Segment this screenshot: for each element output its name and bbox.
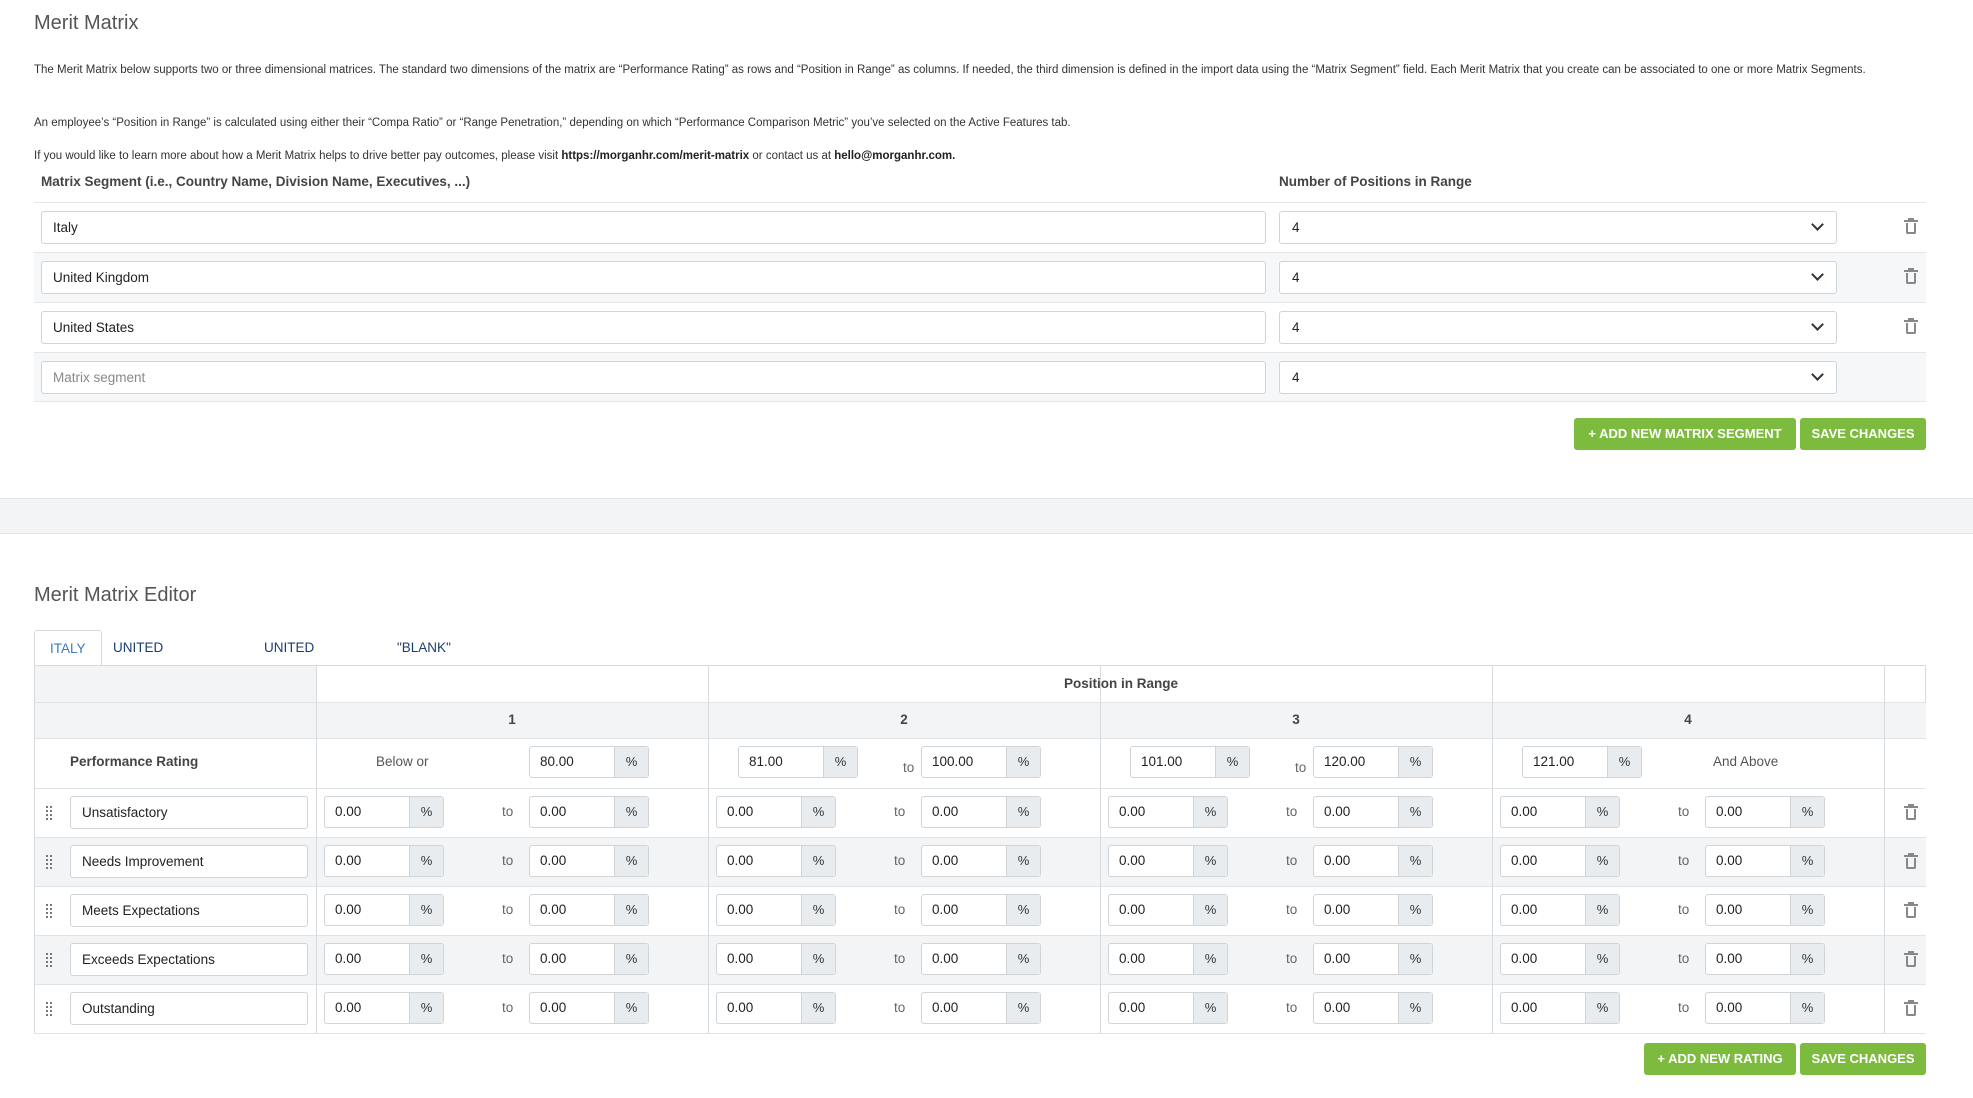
merit-from-input[interactable] bbox=[716, 845, 836, 877]
merit-to-input[interactable] bbox=[1313, 845, 1433, 877]
segment-column-header: Matrix Segment (i.e., Country Name, Division Name, Executives, ...) bbox=[41, 174, 471, 189]
rating-name-input[interactable]: Needs Improvement bbox=[70, 845, 308, 878]
percent-value: 80.00 bbox=[540, 754, 574, 769]
merit-from-input[interactable] bbox=[1500, 796, 1620, 828]
drag-dot bbox=[46, 1010, 48, 1012]
percent-suffix: % bbox=[1790, 944, 1824, 974]
delete-rating-icon[interactable] bbox=[1904, 853, 1918, 869]
merit-to-input[interactable] bbox=[1313, 894, 1433, 926]
matrix-segment-input[interactable]: United Kingdom bbox=[41, 261, 1266, 294]
percent-value: 100.00 bbox=[932, 754, 974, 769]
percent-value: 0.00 bbox=[932, 853, 959, 868]
drag-dot bbox=[46, 953, 48, 955]
drag-dot bbox=[46, 818, 48, 820]
percent-suffix: % bbox=[1585, 993, 1619, 1023]
merit-from-input[interactable] bbox=[716, 894, 836, 926]
drag-handle-icon[interactable] bbox=[46, 953, 52, 967]
positions-select[interactable] bbox=[1279, 211, 1837, 244]
percent-suffix: % bbox=[1193, 846, 1227, 876]
tab-united-kingdom[interactable]: UNITED bbox=[113, 640, 164, 655]
drag-handle-icon[interactable] bbox=[46, 1002, 52, 1016]
percent-suffix: % bbox=[614, 944, 648, 974]
drag-dot bbox=[50, 863, 52, 865]
merit-to-input[interactable] bbox=[1313, 992, 1433, 1024]
percent-value: 0.00 bbox=[1511, 853, 1538, 868]
range-from-input[interactable] bbox=[1130, 746, 1250, 778]
percent-suffix: % bbox=[409, 895, 443, 925]
merit-to-input[interactable] bbox=[1705, 796, 1825, 828]
grid-line bbox=[34, 935, 1926, 936]
chevron-down-icon bbox=[1811, 218, 1824, 231]
percent-value: 0.00 bbox=[1119, 804, 1146, 819]
merit-to-input[interactable] bbox=[529, 796, 649, 828]
percent-value: 0.00 bbox=[335, 853, 362, 868]
drag-dot bbox=[46, 961, 48, 963]
drag-dot bbox=[50, 965, 52, 967]
to-label: to bbox=[502, 853, 514, 868]
chevron-down-icon bbox=[1811, 368, 1824, 381]
drag-dot bbox=[50, 1010, 52, 1012]
to-label: to bbox=[1678, 804, 1690, 819]
percent-value: 0.00 bbox=[1716, 951, 1743, 966]
page-title: Merit Matrix bbox=[34, 12, 139, 34]
drag-handle-icon[interactable] bbox=[46, 806, 52, 820]
percent-suffix: % bbox=[1585, 895, 1619, 925]
trash-can bbox=[1906, 956, 1916, 967]
percent-suffix: % bbox=[1006, 993, 1040, 1023]
drag-dot bbox=[50, 859, 52, 861]
percent-suffix: % bbox=[801, 993, 835, 1023]
drag-dot bbox=[46, 965, 48, 967]
intro-paragraph: The Merit Matrix below supports two or three dimensional matrices. The standard two dimensions of the matrix are “Performance Rating” as rows and “Position in Range” as columns. If needed, the third dimension is defined in the import data using the “Matrix Segment” field. Each Merit Matrix that you create can be associated to one or more Matrix Segments. bbox=[34, 64, 1866, 76]
percent-suffix: % bbox=[409, 846, 443, 876]
percent-suffix: % bbox=[1585, 846, 1619, 876]
drag-handle-icon[interactable] bbox=[46, 855, 52, 869]
percent-value: 0.00 bbox=[727, 804, 754, 819]
positions-value: 4 bbox=[1292, 320, 1300, 335]
merit-to-input[interactable] bbox=[1705, 845, 1825, 877]
drag-dot bbox=[50, 1006, 52, 1008]
merit-from-input[interactable] bbox=[1500, 894, 1620, 926]
percent-suffix: % bbox=[1398, 993, 1432, 1023]
to-label: to bbox=[1678, 1000, 1690, 1015]
drag-dot bbox=[46, 814, 48, 816]
percent-suffix: % bbox=[1398, 846, 1432, 876]
performance-rating-header: Performance Rating bbox=[70, 754, 199, 769]
grid-line bbox=[34, 984, 1926, 985]
segment-row bbox=[34, 302, 1926, 352]
positions-select[interactable] bbox=[1279, 361, 1837, 394]
range-from-input[interactable] bbox=[1522, 746, 1642, 778]
drag-dot bbox=[50, 818, 52, 820]
percent-value: 0.00 bbox=[335, 1000, 362, 1015]
column-number: 4 bbox=[1684, 712, 1692, 727]
percent-value: 0.00 bbox=[1324, 853, 1351, 868]
rating-name-input[interactable]: Unsatisfactory bbox=[70, 796, 308, 829]
drag-dot bbox=[46, 957, 48, 959]
drag-dot bbox=[46, 904, 48, 906]
percent-value: 0.00 bbox=[540, 902, 567, 917]
percent-value: 0.00 bbox=[1511, 804, 1538, 819]
drag-dot bbox=[46, 912, 48, 914]
merit-to-input[interactable] bbox=[1705, 894, 1825, 926]
trash-lid bbox=[1904, 270, 1918, 272]
percent-suffix: % bbox=[1790, 846, 1824, 876]
percent-suffix: % bbox=[1193, 993, 1227, 1023]
grid-line bbox=[34, 702, 1926, 703]
percent-suffix: % bbox=[1215, 747, 1249, 777]
tab-italy[interactable]: ITALY bbox=[34, 630, 102, 667]
trash-can bbox=[1906, 223, 1916, 234]
merit-to-input[interactable] bbox=[1313, 943, 1433, 975]
merit-from-input[interactable] bbox=[324, 845, 444, 877]
to-label: to bbox=[502, 951, 514, 966]
drag-dot bbox=[46, 908, 48, 910]
learn-more-paragraph bbox=[34, 146, 1926, 166]
trash-can bbox=[1906, 1005, 1916, 1016]
percent-suffix: % bbox=[1398, 797, 1432, 827]
percent-value: 0.00 bbox=[540, 1000, 567, 1015]
merit-from-input[interactable] bbox=[1108, 796, 1228, 828]
trash-lid bbox=[1904, 904, 1918, 906]
merit-to-input[interactable] bbox=[529, 894, 649, 926]
percent-suffix: % bbox=[1006, 846, 1040, 876]
column-number: 3 bbox=[1292, 712, 1300, 727]
percent-value: 0.00 bbox=[727, 1000, 754, 1015]
percent-value: 0.00 bbox=[1511, 951, 1538, 966]
merit-to-input[interactable] bbox=[1705, 943, 1825, 975]
drag-dot bbox=[46, 1002, 48, 1004]
percent-value: 0.00 bbox=[727, 902, 754, 917]
drag-dot bbox=[50, 1002, 52, 1004]
merit-from-input[interactable] bbox=[1500, 845, 1620, 877]
drag-dot bbox=[46, 855, 48, 857]
trash-lid bbox=[1904, 320, 1918, 322]
segment-row bbox=[34, 252, 1926, 302]
grid-line bbox=[34, 1033, 1926, 1034]
percent-suffix: % bbox=[1006, 797, 1040, 827]
percent-suffix: % bbox=[801, 944, 835, 974]
delete-rating-icon[interactable] bbox=[1904, 804, 1918, 820]
percent-value: 0.00 bbox=[1324, 951, 1351, 966]
percent-suffix: % bbox=[1585, 797, 1619, 827]
drag-dot bbox=[50, 806, 52, 808]
merit-to-input[interactable] bbox=[921, 894, 1041, 926]
percent-suffix: % bbox=[1006, 944, 1040, 974]
percent-value: 0.00 bbox=[1716, 902, 1743, 917]
merit-from-input[interactable] bbox=[324, 943, 444, 975]
to-label: to bbox=[1286, 1000, 1298, 1015]
editor-title: Merit Matrix Editor bbox=[34, 584, 197, 606]
column-number: 2 bbox=[900, 712, 908, 727]
percent-value: 0.00 bbox=[727, 853, 754, 868]
percent-value: 120.00 bbox=[1324, 754, 1366, 769]
merit-from-input[interactable] bbox=[716, 943, 836, 975]
matrix-segment-input[interactable]: Matrix segment bbox=[41, 361, 1266, 394]
drag-dot bbox=[50, 904, 52, 906]
drag-dot bbox=[50, 957, 52, 959]
save-changes-editor-button[interactable]: SAVE CHANGES bbox=[1800, 1043, 1926, 1075]
delete-segment-icon[interactable] bbox=[1904, 318, 1918, 334]
drag-dot bbox=[46, 867, 48, 869]
percent-suffix: % bbox=[614, 797, 648, 827]
to-label: to bbox=[894, 951, 906, 966]
to-label: to bbox=[894, 853, 906, 868]
positions-select[interactable] bbox=[1279, 311, 1837, 344]
segment-row bbox=[34, 352, 1926, 402]
drag-dot bbox=[50, 855, 52, 857]
matrix-segment-input[interactable]: Italy bbox=[41, 211, 1266, 244]
percent-suffix: % bbox=[1790, 895, 1824, 925]
percent-value: 0.00 bbox=[1511, 1000, 1538, 1015]
to-label: to bbox=[1286, 951, 1298, 966]
percent-suffix: % bbox=[614, 747, 648, 777]
merit-to-input[interactable] bbox=[529, 845, 649, 877]
merit-from-input[interactable] bbox=[1108, 845, 1228, 877]
percent-value: 121.00 bbox=[1533, 754, 1575, 769]
percent-value: 0.00 bbox=[1119, 1000, 1146, 1015]
segment-row bbox=[34, 202, 1926, 252]
percent-suffix: % bbox=[409, 944, 443, 974]
column-number: 1 bbox=[508, 712, 516, 727]
to-label: to bbox=[1286, 804, 1298, 819]
position-in-range-header: Position in Range bbox=[1063, 676, 1178, 691]
tab-blank[interactable]: "BLANK" bbox=[397, 640, 451, 655]
merit-to-input[interactable] bbox=[921, 992, 1041, 1024]
drag-dot bbox=[50, 908, 52, 910]
percent-value: 0.00 bbox=[1119, 853, 1146, 868]
percent-value: 0.00 bbox=[932, 804, 959, 819]
percent-suffix: % bbox=[823, 747, 857, 777]
trash-lid bbox=[1904, 806, 1918, 808]
percent-suffix: % bbox=[1193, 797, 1227, 827]
drag-dot bbox=[46, 916, 48, 918]
percent-value: 0.00 bbox=[1119, 951, 1146, 966]
grid-line bbox=[1884, 666, 1885, 1033]
merit-from-input[interactable] bbox=[1108, 992, 1228, 1024]
rating-name-input[interactable]: Meets Expectations bbox=[70, 894, 308, 927]
rating-name-input[interactable]: Exceeds Expectations bbox=[70, 943, 308, 976]
trash-lid bbox=[1904, 220, 1918, 222]
to-label: to bbox=[1678, 902, 1690, 917]
percent-value: 0.00 bbox=[1716, 853, 1743, 868]
add-matrix-segment-button[interactable]: + ADD NEW MATRIX SEGMENT bbox=[1574, 418, 1796, 450]
percent-suffix: % bbox=[801, 797, 835, 827]
drag-dot bbox=[50, 1014, 52, 1016]
below-or-label: Below or bbox=[376, 754, 429, 769]
merit-from-input[interactable] bbox=[324, 992, 444, 1024]
percent-value: 0.00 bbox=[1324, 1000, 1351, 1015]
percent-suffix: % bbox=[1398, 747, 1432, 777]
contact-email-link[interactable]: hello@morganhr.com. bbox=[834, 150, 956, 162]
to-label: to bbox=[502, 804, 514, 819]
trash-lid bbox=[1904, 855, 1918, 857]
percent-suffix: % bbox=[614, 993, 648, 1023]
percent-value: 0.00 bbox=[335, 902, 362, 917]
delete-rating-icon[interactable] bbox=[1904, 951, 1918, 967]
trash-can bbox=[1906, 273, 1916, 284]
matrix-segment-input[interactable]: United States bbox=[41, 311, 1266, 344]
to-label: to bbox=[894, 1000, 906, 1015]
percent-suffix: % bbox=[801, 846, 835, 876]
percent-suffix: % bbox=[1790, 993, 1824, 1023]
save-changes-button[interactable]: SAVE CHANGES bbox=[1800, 418, 1926, 450]
percent-suffix: % bbox=[1398, 895, 1432, 925]
delete-rating-icon[interactable] bbox=[1904, 902, 1918, 918]
percent-value: 0.00 bbox=[540, 853, 567, 868]
positions-value: 4 bbox=[1292, 370, 1300, 385]
learn-more-mid: or contact us at bbox=[749, 150, 835, 162]
grid-line bbox=[34, 886, 1926, 887]
merit-to-input[interactable] bbox=[1313, 796, 1433, 828]
percent-value: 0.00 bbox=[932, 951, 959, 966]
to-label: to bbox=[1295, 760, 1307, 775]
percent-suffix: % bbox=[409, 797, 443, 827]
drag-dot bbox=[50, 961, 52, 963]
to-label: to bbox=[894, 902, 906, 917]
merit-to-input[interactable] bbox=[921, 845, 1041, 877]
merit-to-input[interactable] bbox=[921, 796, 1041, 828]
matrix-grid bbox=[34, 665, 1926, 1032]
percent-value: 81.00 bbox=[749, 754, 783, 769]
chevron-down-icon bbox=[1811, 318, 1824, 331]
merit-from-input[interactable] bbox=[1500, 943, 1620, 975]
positions-value: 4 bbox=[1292, 270, 1300, 285]
delete-segment-icon[interactable] bbox=[1904, 218, 1918, 234]
percent-suffix: % bbox=[614, 846, 648, 876]
positions-column-header: Number of Positions in Range bbox=[1279, 174, 1472, 189]
drag-dot bbox=[46, 1014, 48, 1016]
percent-suffix: % bbox=[1398, 944, 1432, 974]
positions-select[interactable] bbox=[1279, 261, 1837, 294]
merit-to-input[interactable] bbox=[529, 943, 649, 975]
merit-from-input[interactable] bbox=[716, 992, 836, 1024]
percent-value: 0.00 bbox=[1716, 1000, 1743, 1015]
drag-dot bbox=[50, 867, 52, 869]
percent-value: 0.00 bbox=[1511, 902, 1538, 917]
percent-suffix: % bbox=[1006, 747, 1040, 777]
grid-line bbox=[34, 837, 1926, 838]
merit-matrix-link[interactable]: https://morganhr.com/merit-matrix bbox=[561, 150, 750, 162]
percent-value: 0.00 bbox=[1119, 902, 1146, 917]
to-label: to bbox=[1286, 902, 1298, 917]
drag-dot bbox=[50, 814, 52, 816]
position-paragraph: An employee’s “Position in Range” is calculated using either their “Compa Ratio” or “Range Penetration,” depending on which “Performance Comparison Metric” you’ve selected on the Active Features tab. bbox=[34, 117, 1071, 129]
drag-dot bbox=[46, 810, 48, 812]
merit-to-input[interactable] bbox=[1705, 992, 1825, 1024]
trash-lid bbox=[1904, 1002, 1918, 1004]
positions-value: 4 bbox=[1292, 220, 1300, 235]
trash-can bbox=[1906, 323, 1916, 334]
range-to-input[interactable] bbox=[921, 746, 1041, 778]
percent-value: 0.00 bbox=[932, 1000, 959, 1015]
percent-suffix: % bbox=[1585, 944, 1619, 974]
percent-suffix: % bbox=[1193, 944, 1227, 974]
to-label: to bbox=[502, 902, 514, 917]
percent-suffix: % bbox=[1193, 895, 1227, 925]
range-from-input[interactable] bbox=[738, 746, 858, 778]
to-label: to bbox=[1678, 853, 1690, 868]
to-label: to bbox=[894, 804, 906, 819]
add-rating-button[interactable]: + ADD NEW RATING bbox=[1644, 1043, 1796, 1075]
trash-can bbox=[1906, 809, 1916, 820]
percent-value: 0.00 bbox=[727, 951, 754, 966]
to-label: to bbox=[1286, 853, 1298, 868]
grid-line bbox=[34, 788, 1926, 789]
percent-suffix: % bbox=[1006, 895, 1040, 925]
merit-from-input[interactable] bbox=[716, 796, 836, 828]
merit-from-input[interactable] bbox=[1108, 894, 1228, 926]
delete-segment-icon[interactable] bbox=[1904, 268, 1918, 284]
drag-dot bbox=[46, 1006, 48, 1008]
merit-to-input[interactable] bbox=[921, 943, 1041, 975]
drag-dot bbox=[46, 806, 48, 808]
merit-matrix-section bbox=[34, 0, 1926, 498]
drag-dot bbox=[50, 810, 52, 812]
percent-value: 0.00 bbox=[335, 804, 362, 819]
percent-suffix: % bbox=[409, 993, 443, 1023]
percent-value: 0.00 bbox=[1324, 804, 1351, 819]
merit-from-input[interactable] bbox=[1108, 943, 1228, 975]
range-to-input[interactable] bbox=[1313, 746, 1433, 778]
percent-suffix: % bbox=[1607, 747, 1641, 777]
percent-value: 0.00 bbox=[540, 951, 567, 966]
merit-from-input[interactable] bbox=[324, 796, 444, 828]
range-to-input[interactable] bbox=[529, 746, 649, 778]
trash-lid bbox=[1904, 953, 1918, 955]
chevron-down-icon bbox=[1811, 268, 1824, 281]
merit-from-input[interactable] bbox=[1500, 992, 1620, 1024]
delete-rating-icon[interactable] bbox=[1904, 1000, 1918, 1016]
percent-value: 0.00 bbox=[540, 804, 567, 819]
percent-suffix: % bbox=[614, 895, 648, 925]
drag-handle-icon[interactable] bbox=[46, 904, 52, 918]
grid-line bbox=[34, 666, 35, 1033]
and-above-label: And Above bbox=[1713, 754, 1779, 769]
merit-matrix-editor-section bbox=[34, 534, 1926, 1098]
drag-dot bbox=[50, 912, 52, 914]
to-label: to bbox=[502, 1000, 514, 1015]
drag-dot bbox=[50, 916, 52, 918]
percent-suffix: % bbox=[1790, 797, 1824, 827]
percent-value: 101.00 bbox=[1141, 754, 1183, 769]
section-divider bbox=[0, 498, 1973, 534]
percent-value: 0.00 bbox=[1716, 804, 1743, 819]
trash-can bbox=[1906, 858, 1916, 869]
merit-from-input[interactable] bbox=[324, 894, 444, 926]
to-label: to bbox=[1678, 951, 1690, 966]
drag-dot bbox=[46, 863, 48, 865]
to-label: to bbox=[903, 760, 915, 775]
tab-united-states[interactable]: UNITED bbox=[264, 640, 315, 655]
learn-more-prefix: If you would like to learn more about how a Merit Matrix helps to drive better pay outcomes, please visit bbox=[34, 150, 562, 162]
merit-to-input[interactable] bbox=[529, 992, 649, 1024]
grid-line bbox=[34, 738, 1926, 739]
drag-dot bbox=[50, 953, 52, 955]
header-corner bbox=[34, 666, 316, 702]
rating-name-input[interactable]: Outstanding bbox=[70, 992, 308, 1025]
trash-can bbox=[1906, 907, 1916, 918]
drag-dot bbox=[46, 859, 48, 861]
percent-suffix: % bbox=[801, 895, 835, 925]
percent-value: 0.00 bbox=[335, 951, 362, 966]
percent-value: 0.00 bbox=[932, 902, 959, 917]
percent-value: 0.00 bbox=[1324, 902, 1351, 917]
